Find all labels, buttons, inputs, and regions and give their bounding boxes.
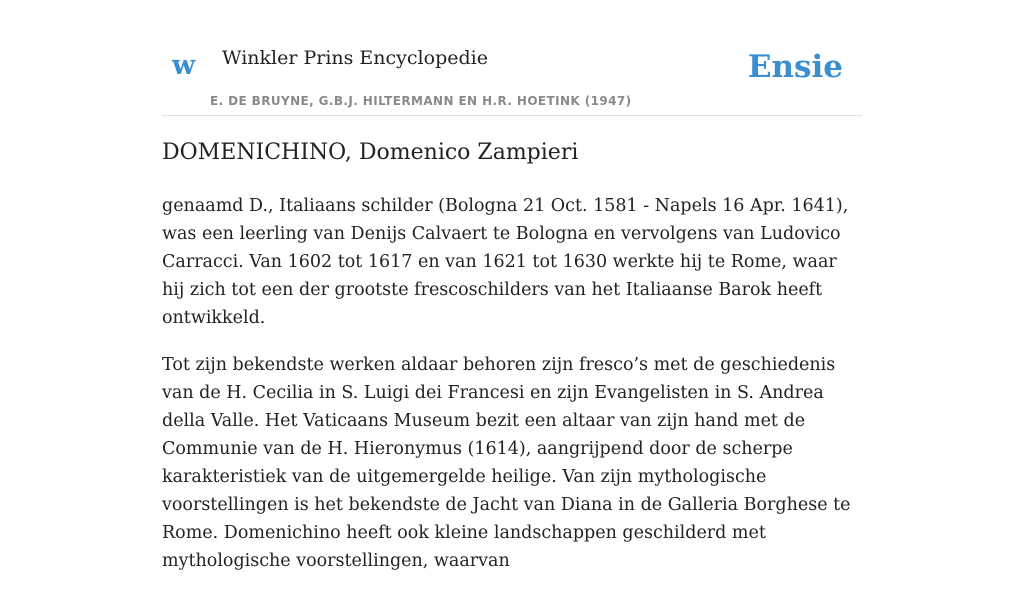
article-title: DOMENICHINO, Domenico Zampieri <box>162 140 579 165</box>
publication-authors: E. DE BRUYNE, G.B.J. HILTERMANN EN H.R. HOETINK (1947) <box>210 94 632 108</box>
article-body <box>162 192 862 594</box>
site-header <box>162 0 862 116</box>
winkler-prins-logo[interactable]: w <box>172 50 196 81</box>
article-paragraph: genaamd D., Italiaans schilder (Bologna 21 Oct. 1581 - Napels 16 Apr. 1641), was een leerling van Denijs Calvaert te Bologna en vervolgens van Ludovico Carracci. Van 1602 tot 1617 en van 1621 tot 1630 werkte hij te Rome, waar hij zich tot een der grootste frescoschilders van het Italiaanse Barok heeft ontwikkeld. <box>162 196 849 328</box>
publication-title[interactable]: Winkler Prins Encyclopedie <box>222 47 488 69</box>
ensie-logo-link[interactable]: Ensie <box>747 49 843 85</box>
article-paragraph: Tot zijn bekendste werken aldaar behoren zijn fresco’s met de geschiedenis van de H. Cecilia in S. Luigi dei Francesi en zijn Evangelisten in S. Andrea della Valle. Het Vaticaans Museum bezit een altaar van zijn hand met de Communie van de H. Hieronymus (1614), aangrijpend door de scherpe karakteristiek van de uitgemergelde heilige. Van zijn mythologische voorstellingen is het bekendste de Jacht van Diana in de Galleria Borghese te Rome. Domenichino heeft ook kleine landschappen geschilderd met mythologische voorstellingen, waarvan <box>162 355 851 571</box>
page <box>162 0 862 571</box>
